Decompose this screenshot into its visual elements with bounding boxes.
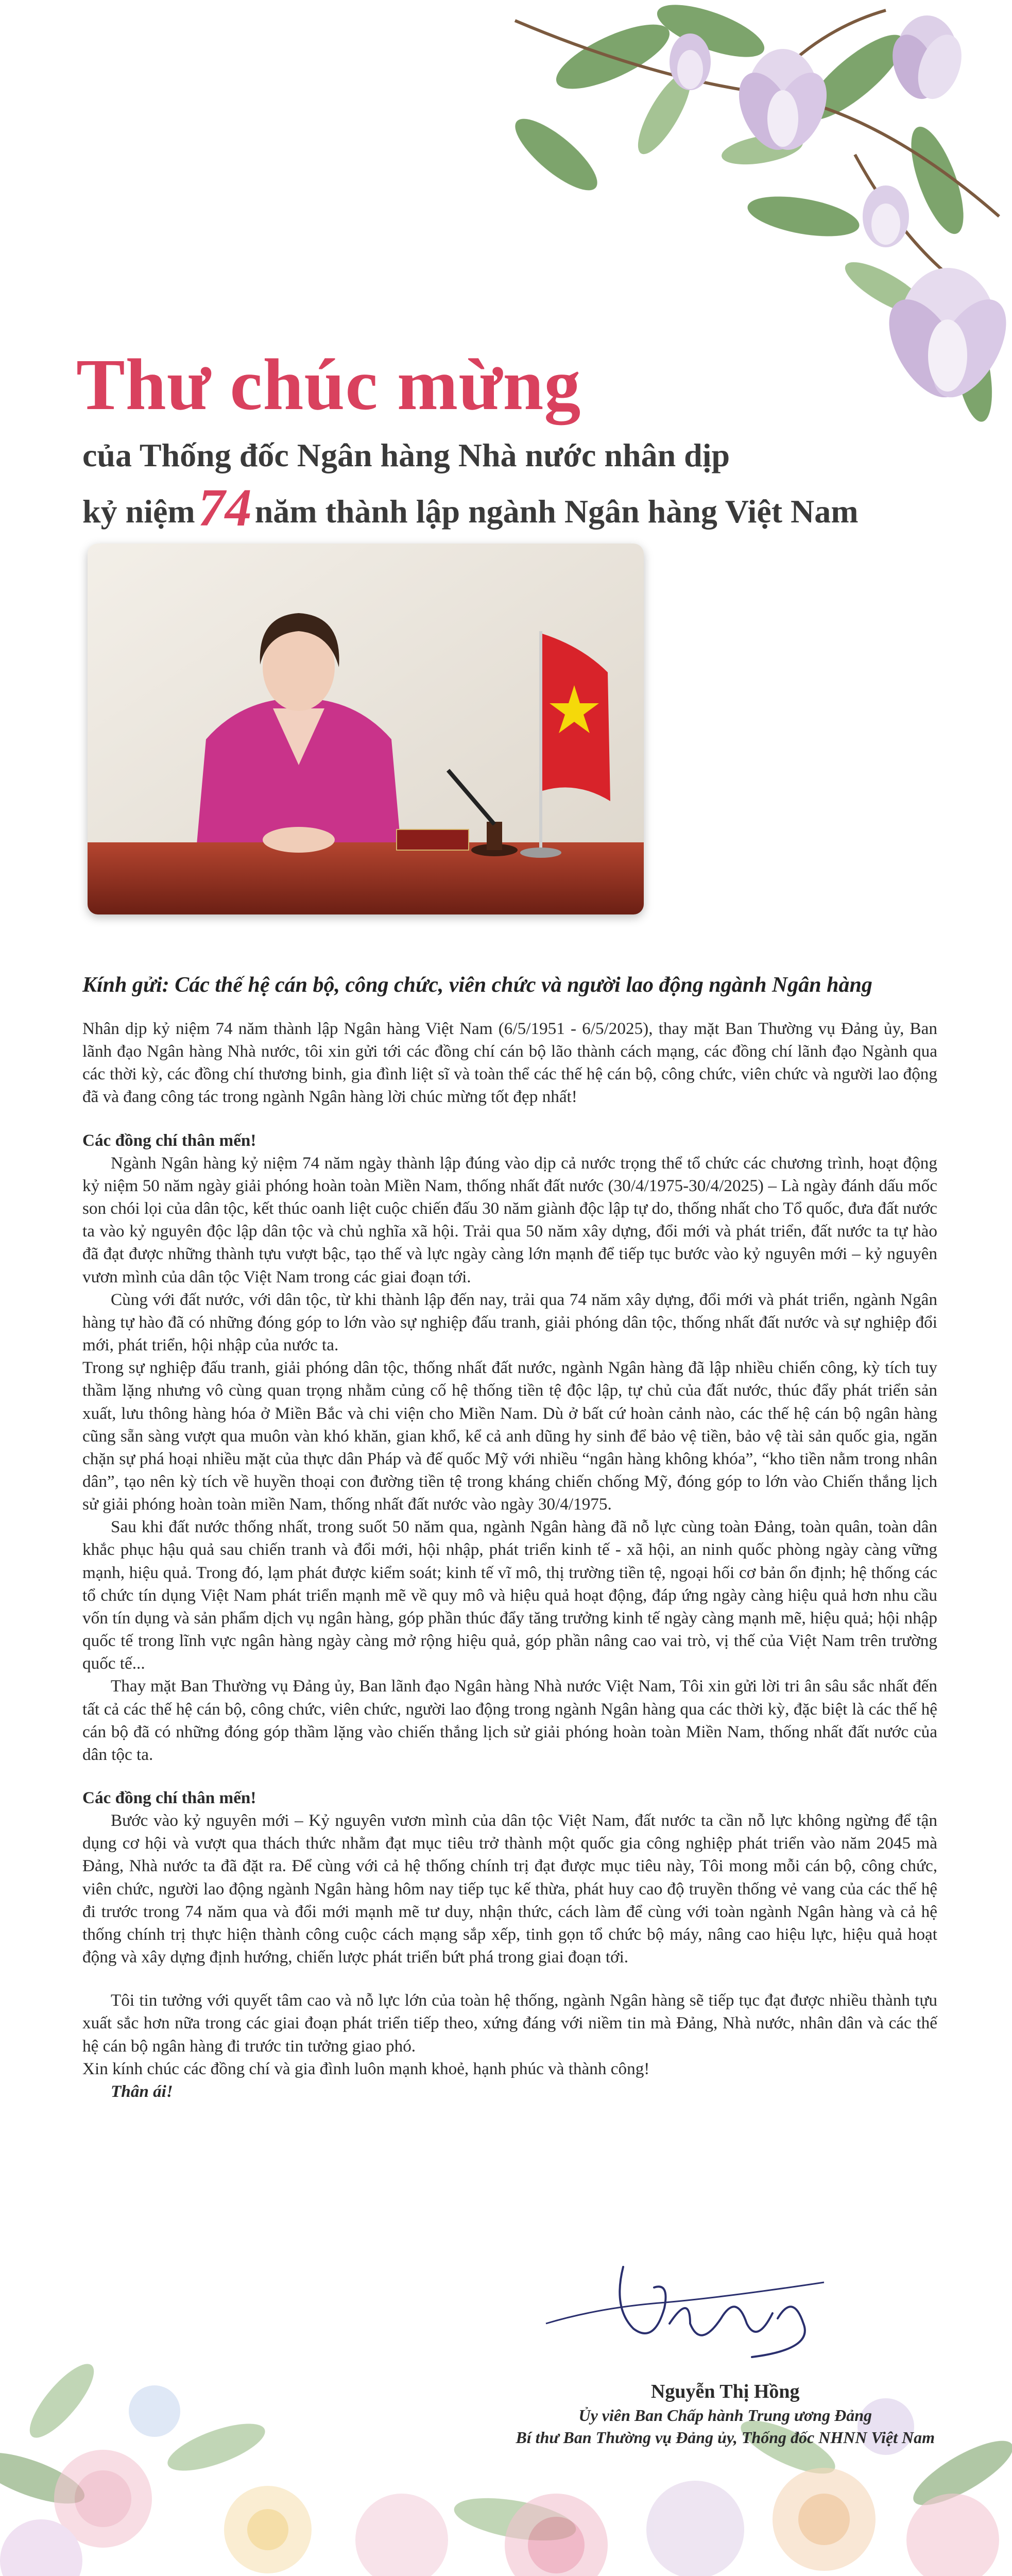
signatory-title-2: Bí thư Ban Thường vụ Đảng ủy, Thống đốc NHNN Việt Nam — [516, 2428, 935, 2447]
paragraph: Bước vào kỷ nguyên mới – Kỷ nguyên vươn mình của dân tộc Việt Nam, đất nước ta cần nỗ lực không ngừng để tận dụng cơ hội và vượt qua thách thức nhằm đạt mục tiêu trở thành một quốc gia công nghiệp phát triển vào năm 2045 mà Đảng, Nhà nước ta đã đặt ra. Để cùng với cả hệ thống chính trị đạt được mục tiêu này, Tôi mong mỗi cán bộ, công chức, viên chức, người lao động ngành Ngân hàng hôm nay tiếp tục kế thừa, phát huy cao độ truyền thống vẻ vang của các thế hệ đi trước trong 74 năm qua và đổi mới mạnh mẽ tư duy, nhận thức, cách làm để cùng với toàn ngành Ngân hàng và cả hệ thống chính trị thực hiện thành công cuộc cách mạng sắp xếp, tinh gọn tổ chức bộ máy, nâng cao hiệu lực, hiệu quả hoạt động và xây dựng định hướng, chiến lược phát triển bứt phá trong giai đoạn tới. — [82, 1811, 937, 1967]
anniversary-number: 74 — [198, 478, 252, 538]
paragraph: Trong sự nghiệp đấu tranh, giải phóng dân tộc, thống nhất đất nước, ngành Ngân hàng đã lập nhiều chiến công, kỳ tích tuy thầm lặng nhưng vô cùng quan trọng nhằm củng cố hệ thống tiền tệ độc lập, tự chủ của đất nước, thúc đẩy phát triển sản xuất, lưu thông hàng hóa ở Miền Bắc và chi viện cho Miền Nam. Dù ở bất cứ hoàn cảnh nào, các thế hệ cán bộ ngân hàng cũng sẵn sàng vượt qua muôn vàn khó khăn, gian khổ, kể cả anh dũng hy sinh để bảo vệ tiền, bảo vệ tài sản quốc gia, ngăn chặn sự phá hoại nhiều mặt của thực dân Pháp và đế quốc Mỹ với nhiều “ngân hàng không khóa”, “kho tiền nằm trong nhân dân”, tạo nên kỳ tích về huyền thoại con đường tiền tệ trong kháng chiến chống Mỹ, đóng góp to lớn vào Chiến thắng lịch sử giải phóng hoàn toàn miền Nam, thống nhất đất nước vào ngày 30/4/1975. — [82, 1358, 937, 1514]
subtitle-line-2 — [82, 476, 859, 541]
paragraph: Tôi tin tưởng với quyết tâm cao và nỗ lực lớn của toàn hệ thống, ngành Ngân hàng sẽ tiếp tục đạt được nhiều thành tựu xuất sắc hơn nữa trong các giai đoạn phát triển tiếp theo, xứng đáng với niềm tin mà Đảng, Nhà nước, nhân dân và các thế hệ cán bộ ngân hàng đi trước tin tưởng giao phó. — [82, 1991, 937, 2056]
paragraph: Ngành Ngân hàng kỷ niệm 74 năm ngày thành lập đúng vào dịp cả nước trọng thể tổ chức các chương trình, hoạt động kỷ niệm 50 năm ngày giải phóng hoàn toàn Miền Nam, thống nhất đất nước (30/4/1975-30/4/2025) – Là ngày đánh dấu mốc son chói lọi của dân tộc, kết thúc oanh liệt cuộc chiến đấu 30 năm giành độc lập tự do, thống nhất cho Tổ quốc, đưa đất nước ta vào kỷ nguyên độc lập dân tộc và chủ nghĩa xã hội. Trải qua 50 năm xây dựng, đổi mới và phát triển, đất nước ta tự hào đã đạt được những thành tựu vượt bậc, tạo thế và lực ngày càng lớn mạnh để tiếp tục bước vào kỷ nguyên mới – kỷ nguyên vươn mình của dân tộc Việt Nam trong các giai đoạn tới. — [82, 1153, 937, 1286]
letter-body — [82, 1018, 937, 2103]
letter-subtitle — [82, 435, 859, 541]
subtitle-suffix: năm thành lập ngành Ngân hàng Việt Nam — [254, 493, 859, 530]
handwritten-signature — [536, 2246, 834, 2370]
signatory-name: Nguyễn Thị Hồng — [650, 2381, 800, 2402]
signatory-title-1: Ủy viên Ban Chấp hành Trung ương Đảng — [578, 2406, 872, 2425]
section-heading: Các đồng chí thân mến! — [82, 1130, 256, 1150]
subtitle-prefix: kỷ niệm — [82, 493, 195, 530]
paragraph: Cùng với đất nước, với dân tộc, từ khi thành lập đến nay, trải qua 74 năm xây dựng, đổi mới và phát triển, ngành Ngân hàng tự hào đã có những đóng góp to lớn vào sự nghiệp đấu tranh, giải phóng dân tộc, thống nhất đất nước và sự nghiệp đổi mới, phát triển, hội nhập của nước ta. — [82, 1290, 937, 1355]
paragraph-intro: Nhân dịp kỷ niệm 74 năm thành lập Ngân hàng Việt Nam (6/5/1951 - 6/5/2025), thay mặt Ban Thường vụ Đảng ủy, Ban lãnh đạo Ngân hàng Nhà nước, tôi xin gửi tới các đồng chí cán bộ lão thành cách mạng, các đồng chí lãnh đạo Ngành qua các thời kỳ, các đồng chí thương binh, gia đình liệt sĩ và toàn thể các thế hệ cán bộ, công chức, viên chức và người lao động đã và đang công tác trong ngành Ngân hàng lời chúc mừng tốt đẹp nhất! — [82, 1019, 937, 1107]
paragraph: Xin kính chúc các đồng chí và gia đình luôn mạnh khoẻ, hạnh phúc và thành công! — [82, 2059, 650, 2078]
closing-phrase: Thân ái! — [111, 2081, 173, 2101]
letter-title: Thư chúc mừng — [76, 344, 581, 425]
section-heading: Các đồng chí thân mến! — [82, 1788, 256, 1807]
subtitle-line-1: của Thống đốc Ngân hàng Nhà nước nhân dịp — [82, 437, 730, 473]
salutation: Kính gửi: Các thế hệ cán bộ, công chức, viên chức và người lao động ngành Ngân hàng — [82, 973, 872, 997]
paragraph: Sau khi đất nước thống nhất, trong suốt 50 năm qua, ngành Ngân hàng đã nỗ lực cùng toàn Đảng, toàn quân, toàn dân khắc phục hậu quả sau chiến tranh và đổi mới, hội nhập, phát triển kinh tế - xã hội, an ninh quốc phòng ngày càng vững mạnh, hiệu quả. Trong đó, lạm phát được kiểm soát; kinh tế vĩ mô, thị trường tiền tệ, ngoại hối cơ bản ổn định; hệ thống các tổ chức tín dụng Việt Nam phát triển mạnh mẽ về quy mô và hiệu quả hoạt động, đáp ứng ngày càng hiệu quả hơn nhu cầu vốn tín dụng và sản phẩm dịch vụ ngân hàng, góp phần thúc đẩy tăng trưởng kinh tế ngày càng mạnh mẽ, hiệu quả; hội nhập quốc tế trong lĩnh vực ngân hàng ngày càng mở rộng hiệu quả, góp phần nâng cao vai trò, vị thế của Việt Nam trên trường quốc tế... — [82, 1517, 937, 1673]
signature-block — [516, 2380, 935, 2447]
governor-portrait-photo — [88, 544, 644, 914]
paragraph: Thay mặt Ban Thường vụ Đảng ủy, Ban lãnh đạo Ngân hàng Nhà nước Việt Nam, Tôi xin gửi lời tri ân sâu sắc nhất đến tất cả các thế hệ cán bộ, công chức, viên chức, người lao động trong ngành Ngân hàng qua các thời kỳ, đặc biệt là các thế hệ cán bộ đã có những đóng góp thầm lặng vào chiến thắng lịch sử giải phóng hoàn toàn Miền Nam, thống nhất đất nước của dân tộc ta. — [82, 1676, 937, 1764]
